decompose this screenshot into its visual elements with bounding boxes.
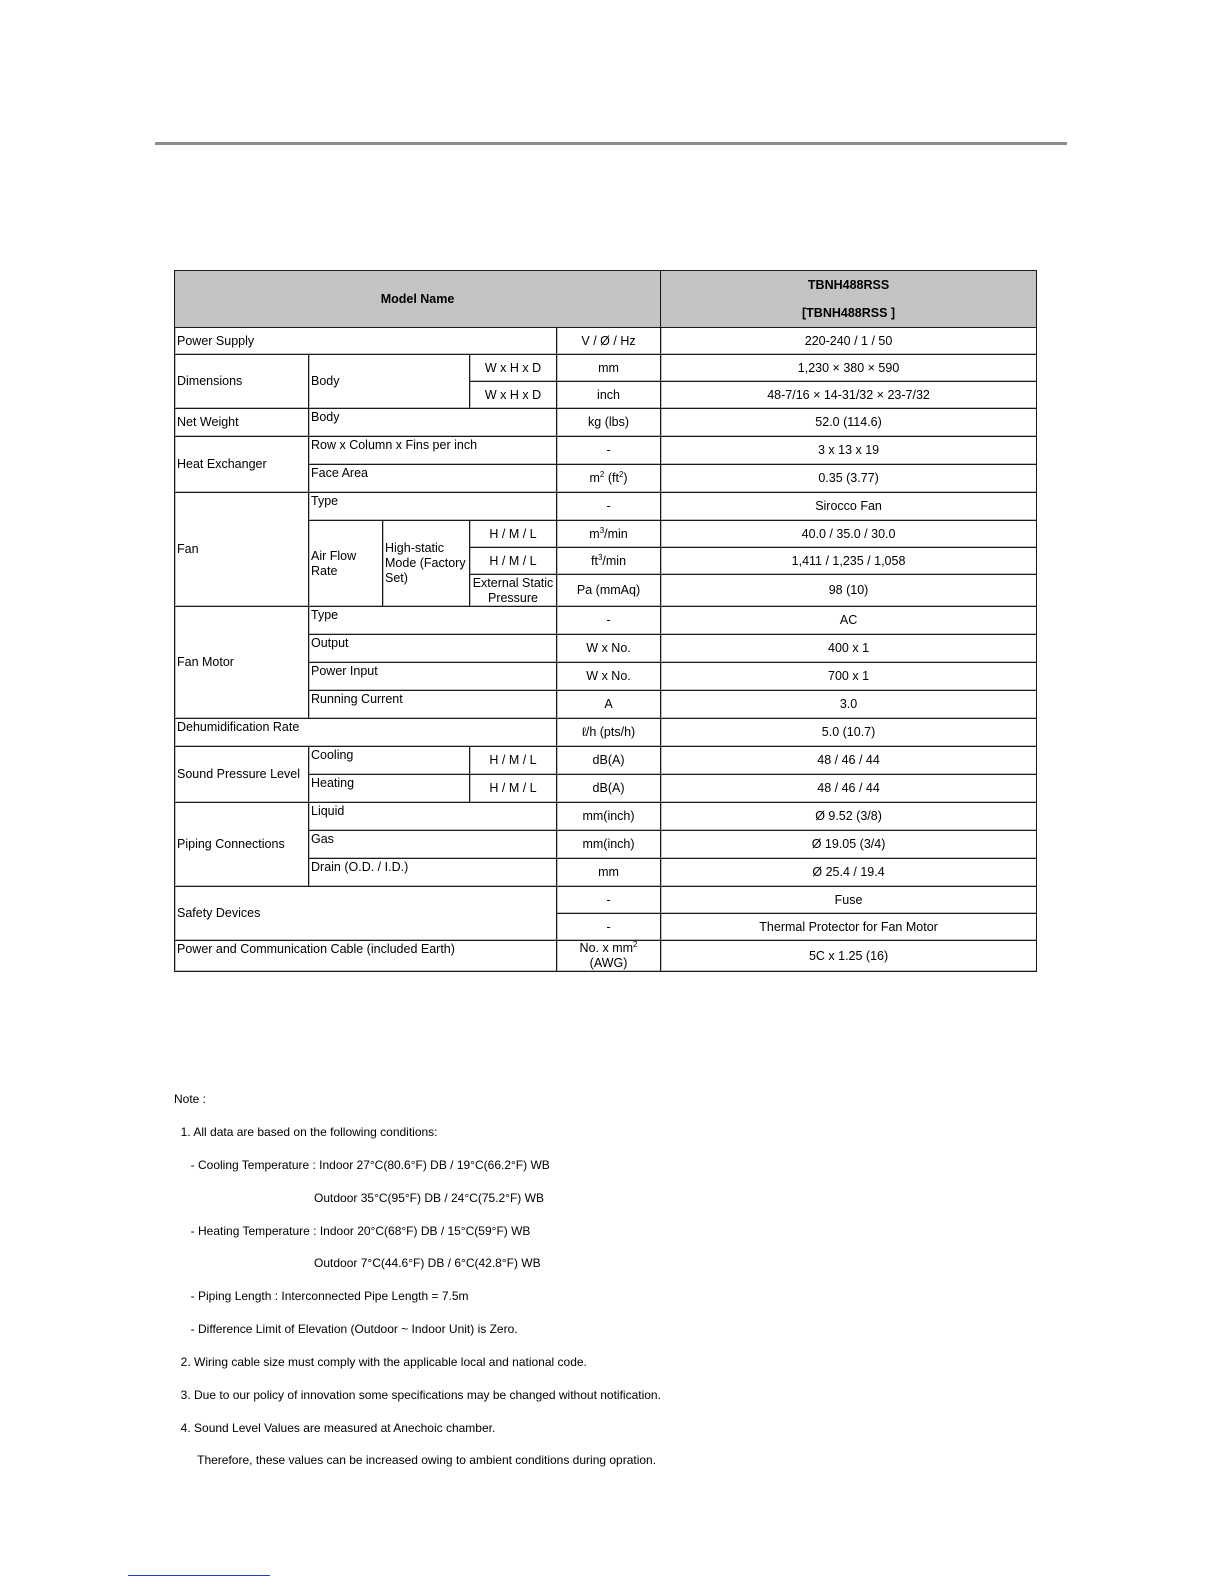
row-label: Power and Communication Cable (included Earth)	[175, 941, 557, 972]
unit-cell: A	[557, 691, 661, 719]
row-label: Fan Motor	[175, 607, 309, 719]
sub-label: Type	[309, 607, 557, 635]
sub-label: Row x Column x Fins per inch	[309, 437, 557, 465]
value-cell: 0.35 (3.77)	[661, 465, 1037, 493]
value-cell: 5.0 (10.7)	[661, 719, 1037, 747]
note-line: 4. Sound Level Values are measured at Anechoic chamber.	[174, 1420, 496, 1435]
condition-cell: H / M / L	[470, 775, 557, 803]
sub-label: Body	[309, 355, 470, 409]
table-row	[175, 493, 1037, 521]
note-line: Outdoor 35°C(95°F) DB / 24°C(75.2°F) WB	[174, 1190, 544, 1205]
unit-cell: W x No.	[557, 663, 661, 691]
value-cell: Ø 9.52 (3/8)	[661, 803, 1037, 831]
spec-table	[174, 270, 1037, 972]
unit-cell: mm	[557, 355, 661, 382]
condition-cell: External Static Pressure	[470, 575, 557, 607]
unit-cell	[557, 465, 661, 493]
sub-label: Drain (O.D. / I.D.)	[309, 859, 557, 887]
condition-cell: H / M / L	[470, 548, 557, 575]
condition-cell: W x H x D	[470, 355, 557, 382]
value-cell: 98 (10)	[661, 575, 1037, 607]
model-name-label: Model Name	[175, 271, 661, 328]
note-line: - Heating Temperature : Indoor 20°C(68°F) DB / 15°C(59°F) WB	[174, 1223, 531, 1238]
unit-cell: W x No.	[557, 635, 661, 663]
unit-superscript: 2	[633, 939, 638, 949]
unit-text: /min	[602, 553, 627, 568]
unit-cell: V / Ø / Hz	[557, 328, 661, 355]
sub-label: Cooling	[309, 747, 470, 775]
unit-text: (AWG)	[589, 956, 628, 970]
note-line: 1. All data are based on the following conditions:	[174, 1125, 438, 1140]
unit-text: /min	[604, 526, 628, 541]
unit-cell: inch	[557, 382, 661, 409]
table-header-row	[175, 271, 1037, 328]
value-cell: AC	[661, 607, 1037, 635]
unit-cell: ℓ/h (pts/h)	[557, 719, 661, 747]
sub-label: Running Current	[309, 691, 557, 719]
table-row	[175, 437, 1037, 465]
model-name-value	[661, 271, 1037, 328]
unit-text: )	[623, 471, 628, 485]
table-row	[175, 409, 1037, 437]
note-line: 2. Wiring cable size must comply with the applicable local and national code.	[174, 1354, 587, 1369]
table-row	[175, 747, 1037, 775]
value-cell: Ø 19.05 (3/4)	[661, 831, 1037, 859]
unit-cell: -	[557, 607, 661, 635]
condition-cell: H / M / L	[470, 521, 557, 548]
value-cell: 3 x 13 x 19	[661, 437, 1037, 465]
value-cell: 48-7/16 × 14-31/32 × 23-7/32	[661, 382, 1037, 409]
table-row	[175, 355, 1037, 382]
unit-cell: dB(A)	[557, 775, 661, 803]
sub-label: Power Input	[309, 663, 557, 691]
sub-label: Gas	[309, 831, 557, 859]
value-cell: 220-240 / 1 / 50	[661, 328, 1037, 355]
value-cell: 3.0	[661, 691, 1037, 719]
sub-label: Air Flow Rate	[309, 521, 383, 607]
sub-label: Face Area	[309, 465, 557, 493]
row-label: Net Weight	[175, 409, 309, 437]
unit-superscript: 2	[618, 469, 624, 479]
value-cell: 48 / 46 / 44	[661, 747, 1037, 775]
notes-title: Note :	[174, 1092, 207, 1107]
condition-cell: H / M / L	[470, 747, 557, 775]
value-cell: 1,230 × 380 × 590	[661, 355, 1037, 382]
value-cell: 48 / 46 / 44	[661, 775, 1037, 803]
unit-cell: mm(inch)	[557, 803, 661, 831]
note-line: - Cooling Temperature : Indoor 27°C(80.6°F) DB / 19°C(66.2°F) WB	[174, 1158, 550, 1173]
unit-text: No. x mm	[579, 941, 634, 955]
unit-cell	[557, 941, 661, 972]
table-row	[175, 803, 1037, 831]
unit-cell: -	[557, 437, 661, 465]
row-label: Heat Exchanger	[175, 437, 309, 493]
row-label: Dimensions	[175, 355, 309, 409]
sub-label: Type	[309, 493, 557, 521]
unit-cell: -	[557, 493, 661, 521]
table-row	[175, 328, 1037, 355]
header-rule	[155, 142, 1067, 145]
table-row	[175, 941, 1037, 972]
unit-text: m	[589, 471, 600, 485]
table-row	[175, 607, 1037, 635]
value-cell: 40.0 / 35.0 / 30.0	[661, 521, 1037, 548]
value-cell: 52.0 (114.6)	[661, 409, 1037, 437]
value-cell: 5C x 1.25 (16)	[661, 941, 1037, 972]
note-line: Therefore, these values can be increased owing to ambient conditions during opration.	[174, 1453, 657, 1468]
model-name: TBNH488RSS	[807, 278, 890, 292]
sub-label: Body	[309, 409, 557, 437]
unit-cell: -	[557, 914, 661, 941]
value-cell: Fuse	[661, 887, 1037, 914]
row-label: Piping Connections	[175, 803, 309, 887]
unit-cell	[557, 521, 661, 548]
sub-label: Heating	[309, 775, 470, 803]
unit-superscript: 3	[597, 552, 603, 562]
unit-superscript: 3	[599, 525, 605, 535]
unit-cell	[557, 548, 661, 575]
row-label: Power Supply	[175, 328, 557, 355]
row-label: Dehumidification Rate	[175, 719, 557, 747]
note-line: - Piping Length : Interconnected Pipe Length = 7.5m	[174, 1289, 469, 1304]
unit-cell: mm	[557, 859, 661, 887]
value-cell: Sirocco Fan	[661, 493, 1037, 521]
row-label: Fan	[175, 493, 309, 607]
value-cell: 700 x 1	[661, 663, 1037, 691]
model-name-alt: [TBNH488RSS ]	[802, 306, 896, 320]
value-cell: Thermal Protector for Fan Motor	[661, 914, 1037, 941]
unit-text: (ft	[604, 471, 619, 485]
unit-cell: dB(A)	[557, 747, 661, 775]
value-cell: 1,411 / 1,235 / 1,058	[661, 548, 1037, 575]
unit-cell: mm(inch)	[557, 831, 661, 859]
note-line: Outdoor 7°C(44.6°F) DB / 6°C(42.8°F) WB	[174, 1256, 541, 1271]
note-line: - Difference Limit of Elevation (Outdoor ~ Indoor Unit) is Zero.	[174, 1322, 518, 1337]
unit-text: m	[589, 526, 600, 541]
unit-cell: -	[557, 887, 661, 914]
notes-block	[174, 1075, 661, 1485]
condition-cell: W x H x D	[470, 382, 557, 409]
value-cell: 400 x 1	[661, 635, 1037, 663]
sub-label: Output	[309, 635, 557, 663]
footnote-rule	[128, 1575, 270, 1576]
table-row	[175, 719, 1037, 747]
row-label: Sound Pressure Level	[175, 747, 309, 803]
unit-superscript: 2	[599, 469, 605, 479]
unit-cell: Pa (mmAq)	[557, 575, 661, 607]
unit-cell: kg (lbs)	[557, 409, 661, 437]
value-cell: Ø 25.4 / 19.4	[661, 859, 1037, 887]
table-row	[175, 887, 1037, 914]
row-label: Safety Devices	[175, 887, 557, 941]
sub-label: Liquid	[309, 803, 557, 831]
mode-label: High-static Mode (Factory Set)	[383, 521, 470, 607]
unit-text: ft	[591, 553, 598, 568]
note-line: 3. Due to our policy of innovation some specifications may be changed without notification.	[174, 1387, 661, 1402]
